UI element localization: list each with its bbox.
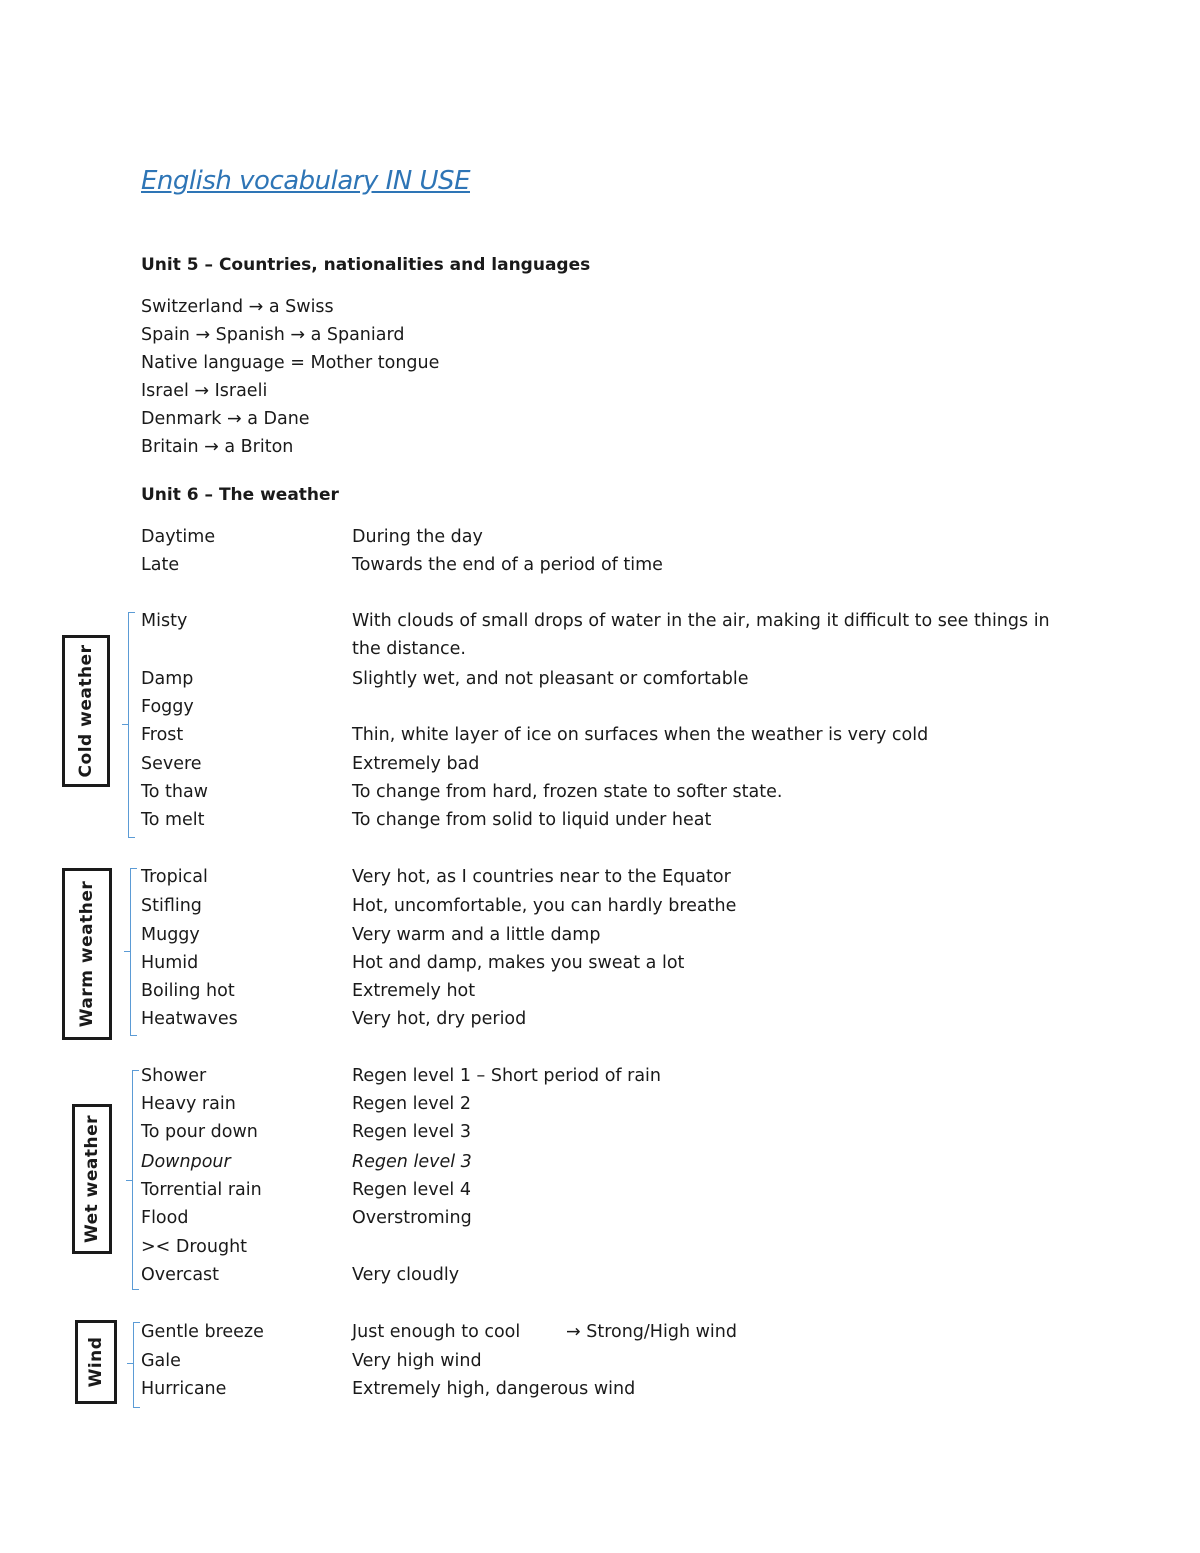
cold-term: Severe <box>141 754 202 774</box>
unit5-line: Denmark → a Dane <box>141 409 310 429</box>
general-term: Daytime <box>141 527 216 547</box>
warm-def: Hot and damp, makes you sweat a lot <box>352 953 685 973</box>
unit6-heading: Unit 6 – The weather <box>141 485 339 505</box>
cold-weather-bracket-tick <box>122 724 128 725</box>
warm-def: Extremely hot <box>352 981 476 1001</box>
wet-term: To pour down <box>141 1122 258 1142</box>
wind-term: Hurricane <box>141 1379 227 1399</box>
warm-term: Stifling <box>141 896 202 916</box>
unit5-line: Spain → Spanish → a Spaniard <box>141 325 405 345</box>
wind-def: Extremely high, dangerous wind <box>352 1379 636 1399</box>
wet-def: Regen level 2 <box>352 1094 471 1114</box>
general-def: During the day <box>352 527 483 547</box>
wet-term: Overcast <box>141 1265 220 1285</box>
wet-weather-label-box <box>72 1104 112 1254</box>
wet-term: Flood <box>141 1208 189 1228</box>
wet-def: Regen level 3 <box>352 1122 471 1142</box>
cold-term: Damp <box>141 669 194 689</box>
warm-term: Boiling hot <box>141 981 235 1001</box>
warm-def: Very warm and a little damp <box>352 925 601 945</box>
wind-extra: → Strong/High wind <box>566 1322 737 1342</box>
unit5-heading: Unit 5 – Countries, nationalities and languages <box>141 255 591 275</box>
unit5-line: Britain → a Briton <box>141 437 294 457</box>
unit5-line: Israel → Israeli <box>141 381 268 401</box>
cold-term: Misty <box>141 611 188 631</box>
wet-def: Regen level 1 – Short period of rain <box>352 1066 661 1086</box>
warm-term: Tropical <box>141 867 208 887</box>
cold-def-continued: the distance. <box>352 639 466 659</box>
wet-def: Very cloudly <box>352 1265 460 1285</box>
warm-term: Humid <box>141 953 199 973</box>
cold-term: Frost <box>141 725 184 745</box>
wind-bracket-tick <box>127 1363 133 1364</box>
cold-weather-bracket <box>128 612 135 838</box>
cold-def: To change from solid to liquid under heat <box>352 810 712 830</box>
warm-term: Muggy <box>141 925 200 945</box>
wind-label: Wind <box>86 1336 106 1388</box>
cold-def: With clouds of small drops of water in the air, making it difficult to see things in <box>352 611 1050 631</box>
cold-def: Thin, white layer of ice on surfaces when the weather is very cold <box>352 725 929 745</box>
cold-term: To thaw <box>141 782 208 802</box>
wind-def: Just enough to cool <box>352 1322 521 1342</box>
cold-weather-label: Cold weather <box>76 644 96 778</box>
warm-term: Heatwaves <box>141 1009 238 1029</box>
wet-weather-label: Wet weather <box>82 1114 102 1244</box>
wind-def: Very high wind <box>352 1351 482 1371</box>
wet-weather-bracket <box>132 1070 139 1290</box>
wind-label-box <box>75 1320 117 1404</box>
wet-term: Torrential rain <box>141 1180 262 1200</box>
unit5-line: Native language = Mother tongue <box>141 353 440 373</box>
wet-def: Overstroming <box>352 1208 472 1228</box>
document-title: English vocabulary IN USE <box>141 166 470 196</box>
wind-term: Gale <box>141 1351 181 1371</box>
warm-def: Very hot, dry period <box>352 1009 527 1029</box>
cold-weather-label-box <box>62 635 110 787</box>
warm-def: Very hot, as I countries near to the Equator <box>352 867 731 887</box>
wet-def: Regen level 4 <box>352 1180 471 1200</box>
cold-def: Extremely bad <box>352 754 480 774</box>
unit5-line: Switzerland → a Swiss <box>141 297 334 317</box>
warm-weather-bracket-tick <box>124 951 130 952</box>
wet-def: Regen level 3 <box>352 1152 472 1172</box>
warm-weather-label: Warm weather <box>77 880 97 1028</box>
warm-weather-bracket <box>130 868 137 1036</box>
general-def: Towards the end of a period of time <box>352 555 663 575</box>
wet-term: Heavy rain <box>141 1094 236 1114</box>
wind-term: Gentle breeze <box>141 1322 264 1342</box>
wet-term: Shower <box>141 1066 207 1086</box>
cold-def: To change from hard, frozen state to softer state. <box>352 782 783 802</box>
cold-term: To melt <box>141 810 205 830</box>
warm-def: Hot, uncomfortable, you can hardly breathe <box>352 896 737 916</box>
wet-weather-bracket-tick <box>126 1180 132 1181</box>
warm-weather-label-box <box>62 868 112 1040</box>
general-term: Late <box>141 555 180 575</box>
cold-def: Slightly wet, and not pleasant or comfortable <box>352 669 749 689</box>
wet-term: >< Drought <box>141 1237 248 1257</box>
wet-term: Downpour <box>141 1152 231 1172</box>
cold-term: Foggy <box>141 697 194 717</box>
wind-bracket <box>133 1322 140 1408</box>
